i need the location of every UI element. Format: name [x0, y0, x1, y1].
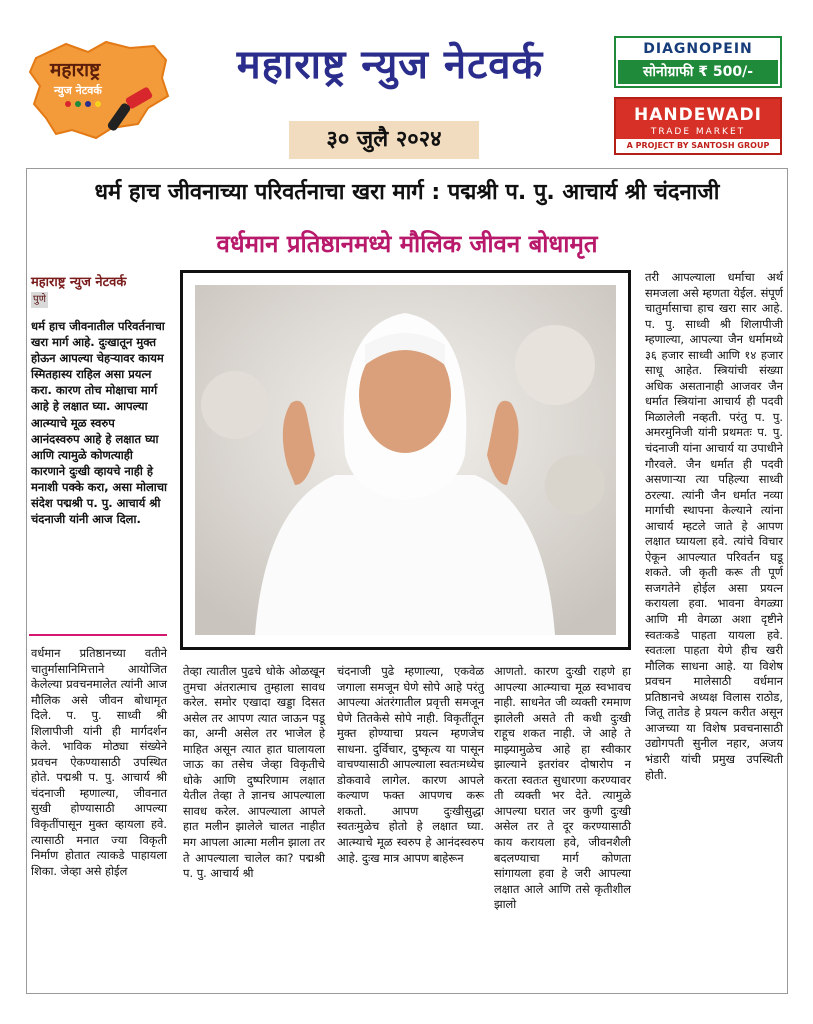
portrait-image — [195, 285, 616, 635]
logo-subtitle: न्युज नेटवर्क — [54, 84, 102, 97]
issue-date: ३० जुलै २०२४ — [289, 121, 479, 159]
ad-brand: DIAGNOPEIN — [643, 41, 753, 57]
logo-title: महाराष्ट्र — [50, 59, 101, 81]
ad-tagline: A PROJECT BY SANTOSH GROUP — [616, 139, 780, 153]
article-headline: धर्म हाच जीवनाच्या परिवर्तनाचा खरा मार्ग : पद्मश्री प. पु. आचार्य श्री चंदनाजी — [94, 180, 720, 205]
article-photo — [180, 270, 631, 650]
article-column-2: तेव्हा त्यातील पुढचे धोके ओळखून तुमचा अंतरात्माच तुम्हाला सावध करेल. समोर एखादा खड्डा दिसत असेल तर आपण त्यात जाऊन पडू का, अग्नी असेल तर भाजेल हे माहित असून त्यात हात घालायला जाऊ का तसेच जेव्हा विकृतीचे धोके आणि दुष्परिणाम लक्षात येतील तेव्हा ते ज्ञानच आपल्याला सावध करेल. आपल्याला आपले हात मलीन झालेले चालत नाहीत मग आपला आत्मा मलीन झाला तर ते आपल्याला चालेल का? पद्मश्री प. पु. आचार्य श्री — [183, 664, 325, 881]
diagnopein-ad[interactable] — [614, 36, 782, 88]
divider — [29, 634, 167, 636]
handewadi-ad[interactable] — [614, 97, 782, 155]
ad-title: HANDEWADI — [634, 105, 762, 125]
article-subheadline: वर्धमान प्रतिष्ठानमध्ये मौलिक जीवन बोधामृत — [216, 230, 598, 258]
article-column-5: तरी आपल्याला धर्माचा अर्थ समजला असे म्हणता येईल. संपूर्ण चातुर्मासाचा हाच खरा सार आहे. प. पु. साध्वी श्री शिलापीजी म्हणाल्या, आपल्या जैन धर्मामध्ये ३६ हजार साध्वी आणि १४ हजार साधू आहेत. स्त्रियांची संख्या अधिक असतानाही आजवर जैन धर्मात स्त्रियांना आचार्य ही पदवी मिळालेली नव्हती. परंतु प. पु. अमरमुनिजी यांनी प्रथमतः प. पु. चंदनाजी यांना आचार्य या उपाधीने गौरवले. जैन धर्मात ही पदवी असणाऱ्या त्या पहिल्या साध्वी ठरल्या. त्यांनी जैन धर्मात नव्या मार्गाची स्थापना केल्याने त्यांना आचार्य म्हटले जाते हे आपण लक्षात घ्यायला हवे. त्यांचे विचार ऐकून आपल्यात परिवर्तन घडू शकते. जी कृती करू ती पूर्ण सजगतेने होईल असा प्रयत्न करायला हवा. भावना वेगळ्या आणि मी वेगळा अशा दृष्टीने स्वतःकडे पाहता यायला हवे. स्वतःला पाहता येणे हीच खरी मौलिक साधना आहे. या विशेष प्रवचन मालेसाठी वर्धमान प्रतिष्ठानचे अध्यक्ष विलास राठोड, जितू तातेड हे प्रयत्न करीत असून आजच्या या विशेष प्रवचनासाठी उद्योगपती सुनील नहार, अजय भंडारी यांची प्रमुख उपस्थिती होती. — [645, 270, 783, 782]
article-column-1: वर्धमान प्रतिष्ठानच्या वतीने चातुर्मासानिमित्ताने आयोजित केलेल्या प्रवचनमालेत त्यांनी आज मौलिक असे जीवन बोधामृत दिले. प. पु. साध्वी श्री शिलापीजी यांनी ही मार्गदर्शन केले. भाविक मोठ्या संख्येने प्रवचन ऐकण्यासाठी उपस्थित होते. पद्मश्री प. पु. आचार्य श्री चंदनाजी म्हणाल्या, जीवनात सुखी होण्यासाठी आपल्या विकृतींपासून मुक्त व्हायला हवे. त्यासाठी मनात ज्या विकृती निर्माण होतात त्याकडे पाहायला शिका. जेव्हा असे होईल — [31, 646, 167, 878]
dateline-location: पुणे — [31, 292, 48, 308]
masthead-title: महाराष्ट्र न्युज नेटवर्क — [236, 42, 544, 88]
article-intro: धर्म हाच जीवनातील परिवर्तनाचा खरा मार्ग आहे. दुःखातून मुक्त होऊन आपल्या चेहऱ्यावर कायम स्मितहास्य राहिल असा प्रयत्न करा. कारण तोच मोक्षाचा मार्ग आहे हे लक्षात घ्या. आपल्या आत्म्याचे मूळ स्वरुप आनंदस्वरुप आहे हे लक्षात घ्या आणि त्यामुळे कोणत्याही कारणाने दुःखी व्हायचे नाही हे मनाशी पक्के करा, असा मोलाचा संदेश पद्मश्री प. पु. आचार्य श्री चंदनाजी यांनी आज दिला. — [31, 319, 168, 527]
article-column-3: चंदनाजी पुढे म्हणाल्या, एकवेळ जगाला समजून घेणे सोपे आहे परंतु आपल्या अंतरंगातील प्रवृत्ती समजून घेणे तितकेसे सोपे नाही. विकृतींतून मुक्त होण्याचा प्रयत्न म्हणजेच साधना. दुर्विचार, दुष्कृत्य या पासून वाचण्यासाठी आपल्याला स्वतःमध्येच डोकवावे लागेल. कारण आपले कल्याण फक्त आपणच करू शकतो. आपण दुःखीसुद्धा स्वतःमुळेच होतो हे लक्षात घ्या. आत्म्याचे मूळ स्वरुप हे आनंदस्वरुप आहे. दुःख मात्र आपण बाहेरून — [337, 664, 484, 865]
newspaper-logo — [26, 38, 172, 142]
maharashtra-map-logo — [26, 38, 172, 142]
ad-promo: सोनोग्राफी ₹ 500/- — [618, 60, 778, 84]
ad-subtitle: TRADE MARKET — [650, 127, 746, 137]
byline: महाराष्ट्र न्युज नेटवर्क — [31, 275, 127, 290]
article-column-4: आणतो. कारण दुःखी राहणे हा आपल्या आत्म्याचा मूळ स्वभावच नाही. साधनेत जी व्यक्ती रममाण झालेली असते ती कधी दुःखी राहूच शकत नाही. जे आहे ते माझ्यामुळेच आहे हा स्वीकार झाल्याने इतरांवर दोषारोप न करता स्वतःत सुधारणा करण्यावर ती व्यक्ती भर देते. त्यामुळे आपल्या घरात जर कुणी दुःखी असेल तर ते दूर करण्यासाठी काय करायला हवे, जीवनशैली बदलण्याचा मार्ग कोणता सांगायला हवा हे जरी आपल्या लक्षात आले आणि तसे कृतीशील झालो — [494, 664, 631, 912]
